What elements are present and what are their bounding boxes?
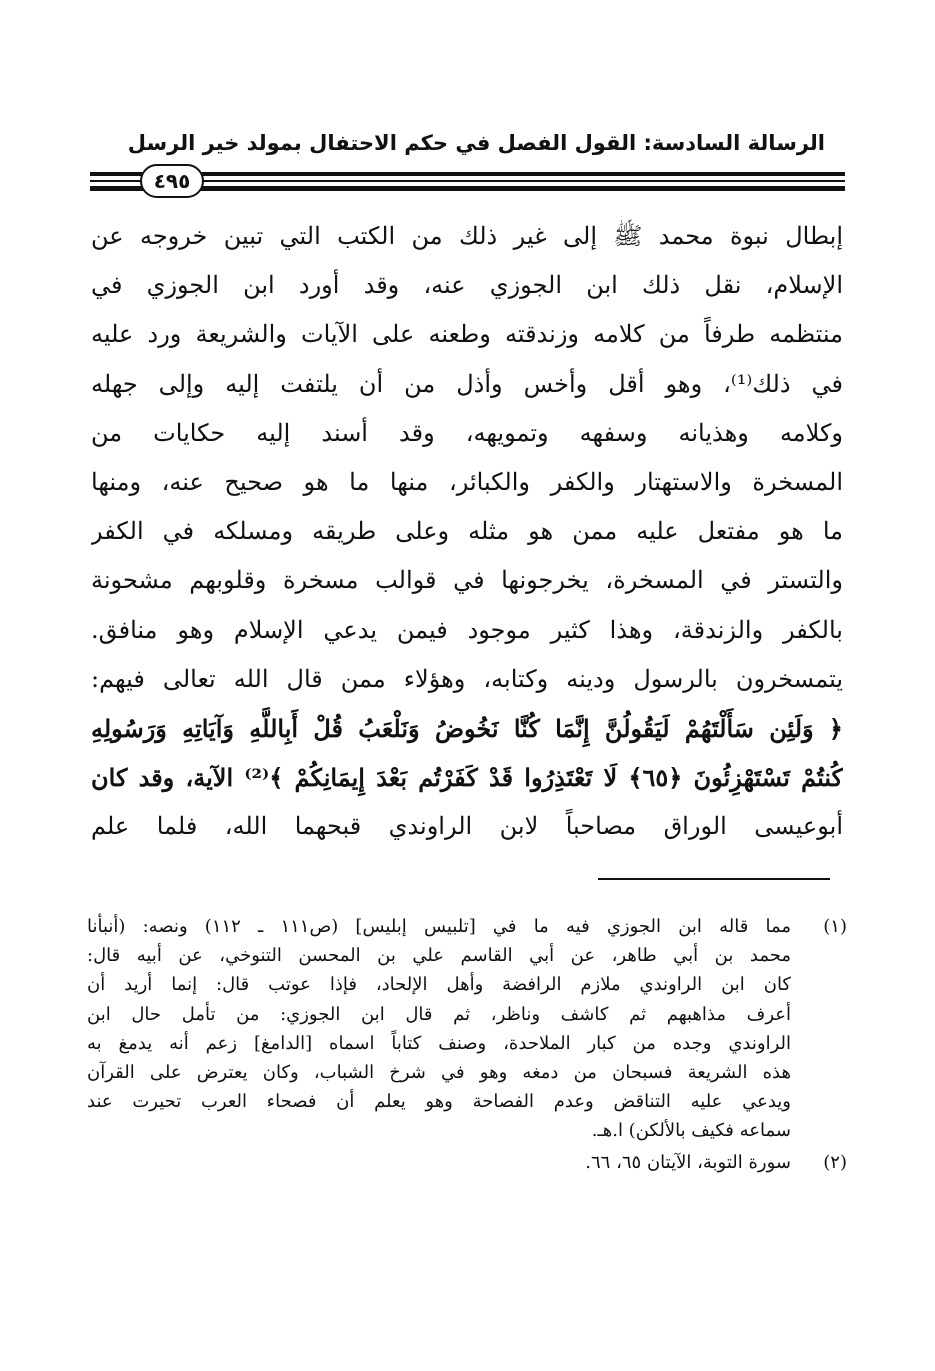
footnote-separator [598, 878, 830, 880]
footnote-line: سورة التوبة، الآيتان ٦٥، ٦٦. [585, 1151, 791, 1173]
footnote-line: أعرف مذاهبهم ثم كاشف وناظر، ثم قال ابن الجوزي: من تأمل حال ابن [87, 1003, 791, 1025]
header-rule-bottom [90, 186, 845, 191]
body-line: وكلامه وهذيانه وسفهه وتمويهه، وقد أسند إليه حكايات من [91, 418, 843, 447]
body-line: المسخرة والاستهتار والكفر والكبائر، منها ما هو صحيح عنه، ومنها [91, 468, 843, 497]
body-text [91, 212, 843, 852]
footnote-line: كان ابن الراوندي ملازم الرافضة وأهل الإلحاد، فإذا عوتب قال: إنما أريد أن [87, 974, 791, 996]
footnote-line: الراوندي وجده من كبار الملاحدة، وصنف كتاباً اسماه [الدامغ] زعم أنه يدمغ به [87, 1032, 791, 1054]
body-line: الإسلام، نقل ذلك ابن الجوزي عنه، وقد أورد ابن الجوزي في [91, 271, 843, 300]
footnote-line: هذه الشريعة فسبحان من دمغه وهو في شرخ الشباب، وكان يعترض على القرآن [87, 1062, 791, 1084]
body-line: بالكفر والزندقة، وهذا كثير موجود فيمن يدعي الإسلام وهو منافق. [91, 615, 843, 644]
footnote [87, 1148, 847, 1177]
footnote [87, 912, 847, 1146]
quran-verse-line: كُنتُمْ تَسْتَهْزِئُونَ ﴿٦٥﴾ لَا تَعْتَذِرُوا قَدْ كَفَرْتُم بَعْدَ إِيمَانِكُمْ ﴾⁽²⁾ الآية، وقد كان [91, 763, 843, 793]
footnotes [87, 912, 847, 1177]
quran-verse-line: ﴿ وَلَئِن سَأَلْتَهُمْ لَيَقُولُنَّ إِنَّمَا كُنَّا نَخُوضُ وَنَلْعَبُ قُلْ أَبِاللَّهِ وَآيَاتِهِ وَرَسُولِهِ [91, 714, 843, 744]
footnote-number: (١) [823, 916, 847, 937]
running-title: الرسالة السادسة: القول الفصل في حكم الاحتفال بمولد خير الرسل [127, 131, 825, 155]
footnote-line: سماعه فكيف بالألكن) ا.هـ. [591, 1120, 791, 1142]
footnote-line: مما قاله ابن الجوزي فيه ما في [تلبيس إبليس] (ص١١١ ـ ١١٢) ونصه: (أنبأنا [87, 916, 791, 937]
body-line: والتستر في المسخرة، يخرجونها في قوالب مسخرة وقلوبهم مشحونة [91, 566, 843, 595]
body-line: إبطال نبوة محمد ﷺ إلى غير ذلك من الكتب التي تبين خروجه عن [91, 222, 843, 250]
footnote-line: ويدعي عليه التناقض وعدم الفصاحة وهو يعلم أن فصحاء العرب تحيرت عند [87, 1091, 791, 1113]
footnote-line: محمد بن أبي طاهر، عن أبي القاسم علي بن المحسن التنوخي، عن أبيه قال: [87, 945, 791, 967]
body-line: منتظمه طرفاً من كلامه وزندقته وطعنه على الآيات والشريعة ورد عليه [91, 320, 843, 349]
page-number: ٤٩٥ [140, 164, 204, 198]
body-line: أبوعيسى الوراق مصاحباً لابن الراوندي قبحهما الله، فلما علم [91, 812, 843, 841]
body-line: ما هو مفتعل عليه ممن هو مثله وعلى طريقه ومسلكه في الكفر [91, 517, 843, 546]
body-line: يتمسخرون بالرسول ودينه وكتابه، وهؤلاء ممن قال الله تعالى فيهم: [91, 664, 843, 693]
footnote-number: (٢) [823, 1151, 847, 1173]
body-line: في ذلك⁽¹⁾، وهو أقل وأخس وأذل من أن يلتفت إليه وإلى جهله [91, 369, 843, 398]
